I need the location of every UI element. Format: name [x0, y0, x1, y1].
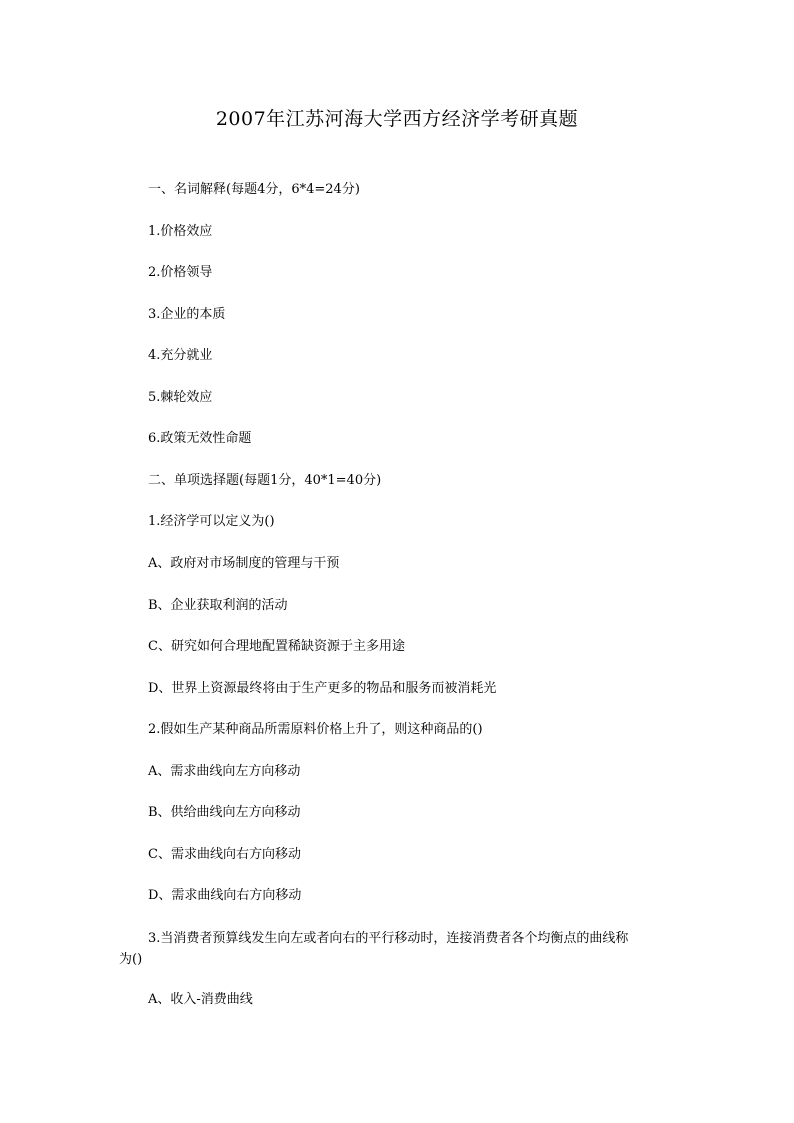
answer-option: B、供给曲线向左方向移动 [148, 805, 301, 820]
answer-option: A、政府对市场制度的管理与干预 [148, 556, 340, 571]
document-title: 2007年江苏河海大学西方经济学考研真题 [215, 108, 579, 130]
list-item: 2.价格领导 [148, 265, 213, 280]
answer-option: A、需求曲线向左方向移动 [148, 764, 301, 779]
question: 1.经济学可以定义为() [148, 514, 275, 529]
question: 3.当消费者预算线发生向左或者向右的平行移动时，连接消费者各个均衡点的曲线称为() [119, 931, 629, 967]
question: 2.假如生产某种商品所需原料价格上升了，则这种商品的() [148, 722, 483, 737]
answer-option: A、收入-消费曲线 [148, 992, 253, 1007]
section-heading: 二、单项选择题(每题1分，40*1=40分) [148, 473, 382, 488]
section-heading: 一、名词解释(每题4分，6*4=24分) [148, 182, 360, 197]
list-item: 3.企业的本质 [148, 307, 226, 322]
answer-option: D、需求曲线向右方向移动 [148, 888, 302, 903]
list-item: 1.价格效应 [148, 224, 213, 239]
answer-option: D、世界上资源最终将由于生产更多的物品和服务而被消耗光 [148, 681, 497, 696]
list-item: 6.政策无效性命题 [148, 431, 252, 446]
answer-option: C、需求曲线向右方向移动 [148, 847, 301, 862]
answer-option: C、研究如何合理地配置稀缺资源于主多用途 [148, 639, 405, 654]
answer-option: B、企业获取利润的活动 [148, 598, 288, 613]
list-item: 5.棘轮效应 [148, 390, 213, 405]
list-item: 4.充分就业 [148, 348, 213, 363]
